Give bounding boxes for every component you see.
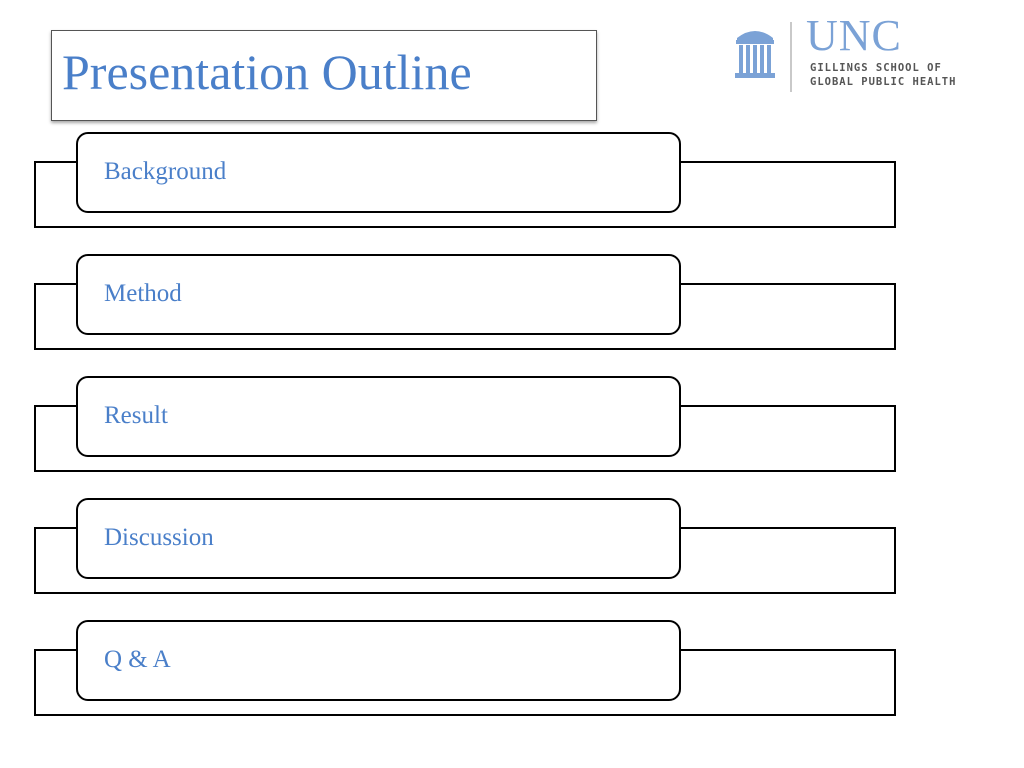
logo-divider bbox=[790, 22, 792, 92]
outline-item-result bbox=[0, 376, 1024, 476]
outline-item-card bbox=[76, 620, 681, 701]
logo-school-line1: GILLINGS SCHOOL OF bbox=[810, 62, 942, 74]
outline-item-background bbox=[0, 132, 1024, 232]
outline-item-card bbox=[76, 376, 681, 457]
outline-item-card bbox=[76, 498, 681, 579]
outline-item-label: Discussion bbox=[104, 524, 214, 551]
outline-item-method bbox=[0, 254, 1024, 354]
outline-item-card bbox=[76, 254, 681, 335]
outline-item-qa bbox=[0, 620, 1024, 720]
outline-item-label: Q & A bbox=[104, 646, 171, 673]
outline-item-label: Method bbox=[104, 280, 182, 307]
outline-item-label: Result bbox=[104, 402, 168, 429]
title-box bbox=[51, 30, 597, 121]
logo-school-line2: GLOBAL PUBLIC HEALTH bbox=[810, 76, 957, 88]
unc-gillings-logo bbox=[733, 11, 1013, 94]
outline-item-discussion bbox=[0, 498, 1024, 598]
old-well-icon bbox=[733, 22, 777, 82]
outline-item-label: Background bbox=[104, 158, 227, 185]
logo-unc-text: UNC bbox=[806, 11, 902, 60]
page-title: Presentation Outline bbox=[62, 44, 472, 100]
outline-item-card bbox=[76, 132, 681, 213]
